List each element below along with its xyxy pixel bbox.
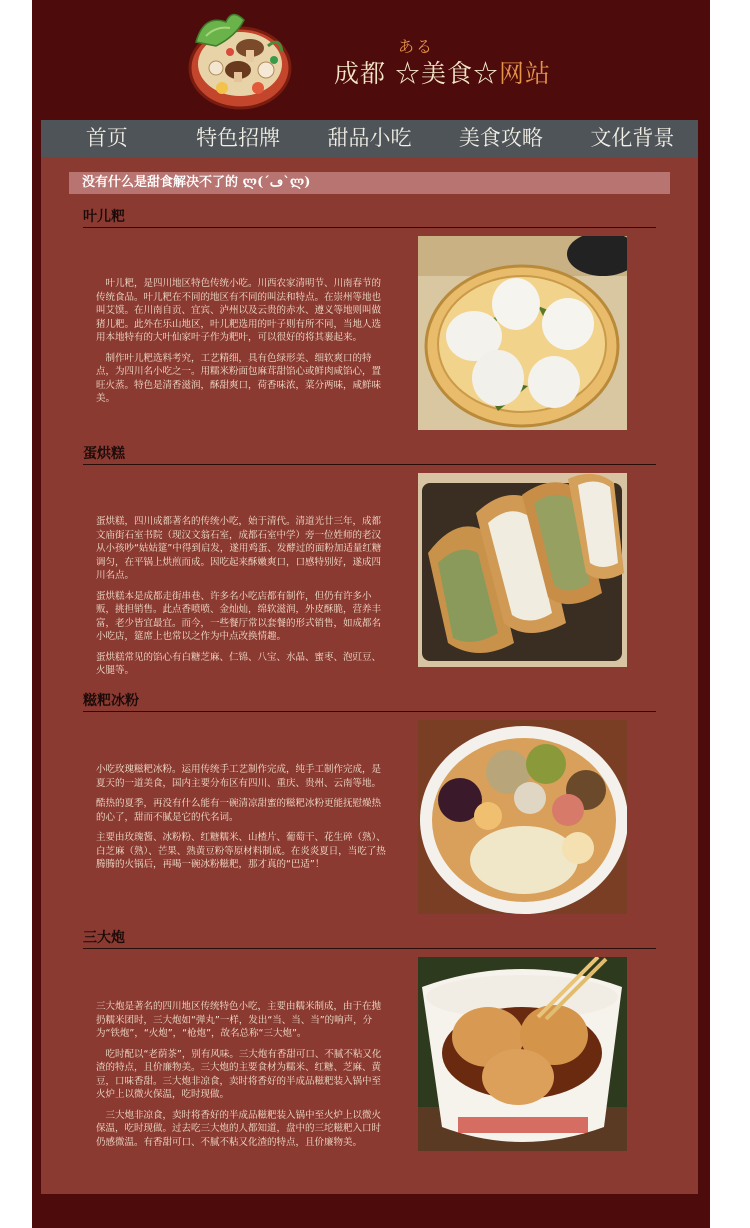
main-content (41, 157, 698, 1194)
section-paragraph: 吃时配以“老荫茶”，别有风味。三大炮有香甜可口、不腻不粘又化渣的特点，且价廉物美。三大炮的主要食材为糯米、红糖、芝麻、黄豆，口味香甜。三大炮非凉食，卖时将香好的半成品糍粑装入锅中至火炉上以微火保温，吃时现做。 (96, 1048, 382, 1100)
section-paragraph: 蛋烘糕本是成都走街串巷、许多名小吃店都有制作，但仍有许多小贩，挑担销售。此点香喷喷、金灿灿，绵软滋润，外皮酥脆，营养丰富，老少皆宜最宜。而今，一些餐厅常以套餐的形式销售，如成都名小吃店，筵席上也常以之作为中点改换情趣。 (96, 590, 382, 642)
section-text (96, 515, 388, 685)
san-da-pao-image (418, 957, 627, 1151)
section-title: 三大炮 (83, 929, 656, 949)
site-title-accent: 网站 (498, 59, 551, 88)
section-paragraph: 叶儿粑，是四川地区特色传统小吃。川西农家清明节、川南春节的传统食品。叶儿粑在不同的地区有不同的叫法和特点。在崇州等地也叫艾馍。在川南自贡、宜宾、泸州以及云贵的赤水、遵义等地则叫做猪儿粑。此外在乐山地区，叶儿粑选用的叶子则有所不同，当地人选用本地特有的大叶仙家叶子作为粑叶，可以很好的将其裹起来。 (96, 278, 382, 343)
section-paragraph: 蛋烘糕常见的馅心有白糖芝麻、仁锦、八宝、水晶、蜜枣、泡豇豆、火腿等。 (96, 651, 382, 676)
nav-item-desserts[interactable]: 甜品小吃 (327, 126, 412, 150)
section-paragraph: 三大炮非凉食，卖时将香好的半成品糍粑装入锅中至火炉上以微火保温，吃时现做。过去吃三大炮的人都知道，盘中的三坨糍粑入口时仍感微温。有香甜可口、不腻不粘又化渣的特点，且价廉物美。 (96, 1109, 382, 1148)
nav-item-culture[interactable]: 文化背景 (590, 126, 675, 150)
nav-item-guides[interactable]: 美食攻略 (458, 126, 543, 150)
section-title: 叶儿粑 (83, 208, 656, 228)
section-paragraph: 主要由玫瑰酱、冰粉粉、红糖糯米、山楂片、葡萄干、花生碎（熟）、白芝麻（熟）、芒果、熟黄豆粉等原材料制成。在炎炎夏日，当吃了热腾腾的火锅后，再喝一碗冰粉糍粑，那才真的“巴适”！ (96, 832, 386, 870)
section-text (96, 763, 388, 879)
main-nav (41, 120, 698, 157)
title-ruby-text: ある (398, 37, 435, 56)
nav-item-home[interactable]: 首页 (85, 126, 128, 150)
section-paragraph: 酷热的夏季，再没有什么能有一碗清凉甜蜜的糍粑冰粉更能抚慰燥热的心了，甜而不腻是它的代名词。 (96, 798, 382, 823)
section-paragraph: 小吃玫瑰糍粑冰粉。运用传统手工艺制作完成，纯手工制作完成，是夏天的一道美食，国内主要分布区有四川、重庆、贵州、云南等地。 (96, 764, 382, 789)
food-bowl-logo-icon (186, 6, 294, 112)
site-title (334, 54, 551, 90)
section-paragraph: 制作叶儿粑选料考究，工艺精细，具有色绿形美、细软爽口的特点，为四川名小吃之一。用糯米粉面包麻茸甜馅心或鲜肉咸馅心，置旺火蒸。特色是清香滋润，酥甜爽口，荷香味浓，菜分两味，咸鲜味美。 (96, 352, 382, 404)
section-text (96, 277, 388, 413)
section-paragraph: 蛋烘糕，四川成都著名的传统小吃，始于清代。清道光廿三年，成都文庙街石室书院（现汉文翁石室，成都石室中学）旁一位姓师的老汉从小孩吵“姑姑筵”中得到启发，遂用鸡蛋、发酵过的面粉加适量红糖调匀，在平锅上烘煎而成。因吃起来酥嫩爽口，口感特别好，遂成四川名点。 (96, 516, 382, 581)
nav-item-specialties[interactable]: 特色招牌 (196, 126, 281, 150)
section-title: 蛋烘糕 (83, 445, 656, 465)
section-paragraph: 三大炮是著名的四川地区传统特色小吃，主要由糯米制成，由于在抛扔糯米团时，三大炮如“弹丸”一样，发出“当、当、当”的响声，分为“铁炮”，“火炮”，“枪炮”，故名总称“三大炮”。 (96, 1001, 382, 1039)
section-banner: 没有什么是甜食解决不了的 ლ(´ڡ`ლ) (69, 172, 670, 194)
ci-ba-bing-fen-image (418, 720, 627, 914)
section-text (96, 1000, 388, 1156)
site-title-main: 成都 ☆美食☆ (334, 59, 499, 88)
dan-hong-gao-image (418, 473, 627, 667)
section-title: 糍粑冰粉 (83, 692, 656, 712)
ye-er-ba-dumplings-image (418, 236, 627, 430)
